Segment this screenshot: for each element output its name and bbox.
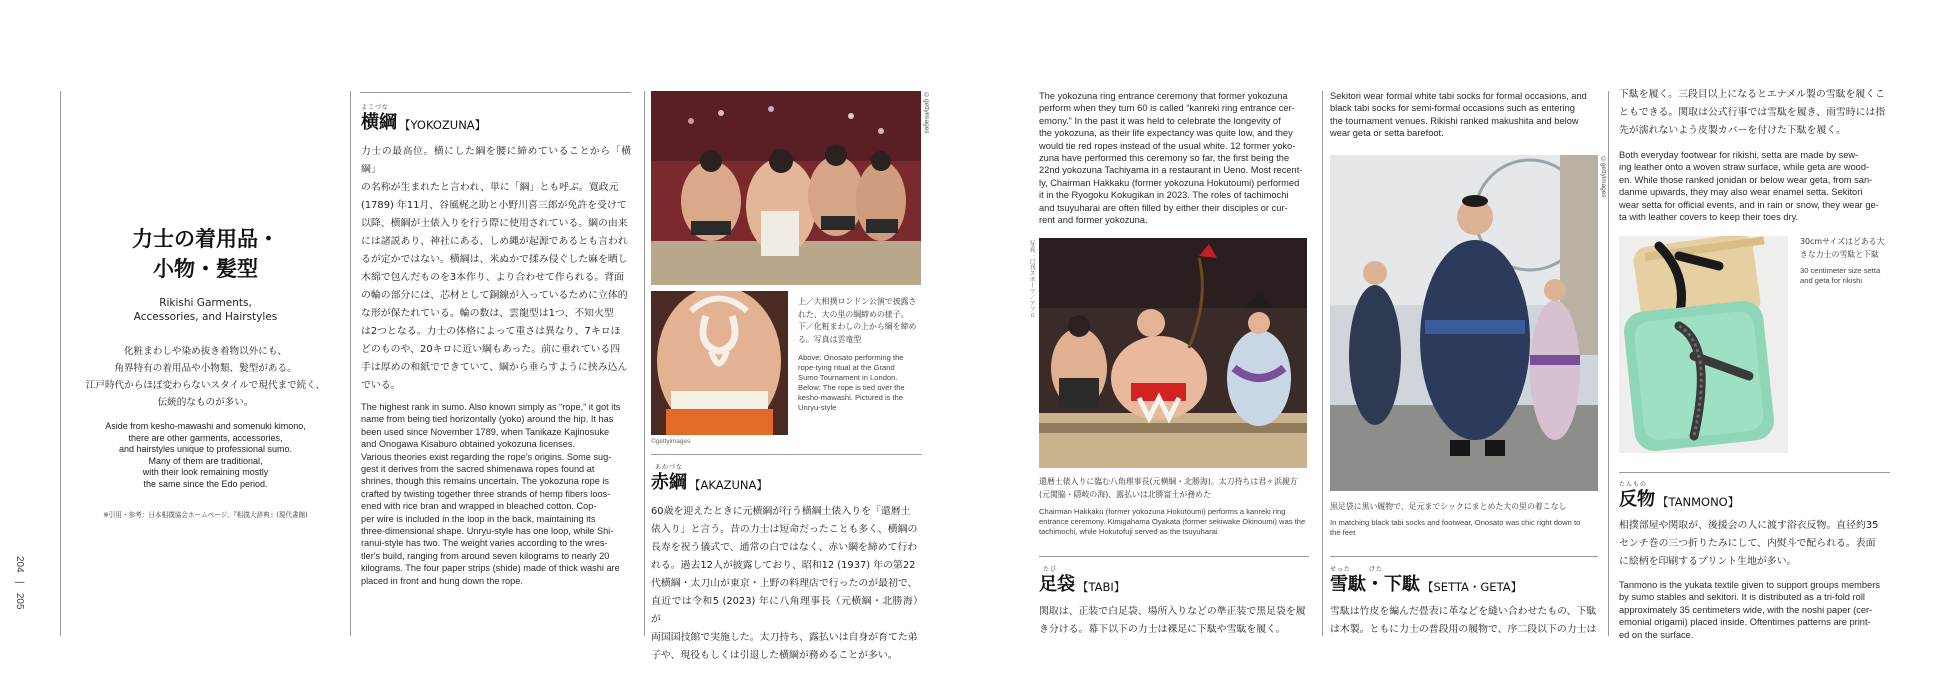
lead-jp-line: 化粧まわしや染め抜き着物以外にも、 <box>123 346 288 357</box>
lead-jp-line: 伝統的なものが多い。 <box>157 397 254 408</box>
caption-en <box>1330 518 1600 538</box>
caption-line: れた、大の里の綱締めの様子。 <box>798 309 909 319</box>
folio-separator: | <box>14 581 25 585</box>
yokozuna-heading <box>361 112 631 134</box>
photo-kanreki-caption <box>1039 476 1311 537</box>
intro-column <box>62 224 349 519</box>
body-line: ly, Chairman Hakkaku (former yokozuna Hokutoumi) performed <box>1039 177 1300 188</box>
setta-body-jp-cont <box>1619 86 1891 140</box>
caption-line: In matching black tabi socks and footwear, Onosato was chic right down to <box>1330 518 1581 527</box>
caption-line: (元関脇・隠岐の海)、露払いは北勝富士が務めた <box>1039 489 1211 499</box>
page-folio <box>14 556 25 610</box>
tabi-title: 足袋 <box>1039 574 1075 595</box>
yokozuna-title: 横綱 <box>361 112 397 133</box>
body-line: 代横綱・太刀山が東京・上野の料理店で行ったのが最初で、 <box>651 578 918 589</box>
body-line: wear geta or setta barefoot. <box>1330 128 1444 139</box>
photo-kanreki-image <box>1039 238 1307 468</box>
caption-line: る。写真は雲竜型 <box>798 334 862 344</box>
yokozuna-section <box>361 104 631 587</box>
section-subtitle-line2: Accessories, and Hairstyles <box>133 311 278 323</box>
caption-line: 30 centimeter size setta <box>1800 266 1881 276</box>
body-line: placed in front and hung down the rope. <box>361 575 523 586</box>
photo-setta-geta-image <box>1619 236 1788 453</box>
margin-line-left <box>60 91 61 636</box>
caption-line: 上／大相撲ロンドン公演で披露さ <box>798 297 917 306</box>
body-line: danme upwards, they may also wear enamel setta. Sekitori <box>1619 187 1863 198</box>
caption-line: Unryu-style <box>798 403 837 413</box>
lead-en-line: the same since the Edo period. <box>143 478 268 489</box>
body-line: 両国国技館で実施した。太刀持ち、露払いは自身が育てた弟 <box>651 632 918 643</box>
lead-jp-line: 角界特有の着用品や小物類、髪型がある。 <box>114 363 297 374</box>
body-line: ranui-style has two. The weight varies according to the wres- <box>361 538 608 549</box>
setta-continued <box>1619 86 1891 223</box>
photo-onosato-caption <box>1330 500 1600 538</box>
body-line: ened with rice bran and wrapped in bleached cotton. Cop- <box>361 501 597 512</box>
body-line: The yokozuna ring entrance ceremony that former yokozuna <box>1039 91 1288 101</box>
page-number-right: 205 <box>14 592 25 610</box>
body-line: and Onogawa Kisaburo obtained yokozuna licenses. <box>361 439 576 450</box>
body-line: には諸説あり、神社にある、しめ縄が起源であるとも言われ <box>361 236 628 247</box>
tanmono-ruby: たんもの <box>1619 481 1648 488</box>
caption-en <box>1800 266 1890 286</box>
body-line: Various theories exist regarding the rope's origins. Some sug- <box>361 451 612 462</box>
body-line: tler's build, ranging from around seven kilograms to nearly 20 <box>361 550 610 561</box>
body-line: は2つとなる。力士の体格によって重さは異なり、7キロほ <box>361 326 621 337</box>
body-line: black tabi socks for semi-formal occasions such as entering <box>1330 103 1575 114</box>
body-line: emonial origami) placed inside. Oftentimes patterns are print- <box>1619 617 1871 628</box>
akazuna-body-jp <box>651 503 923 665</box>
tabi-body-jp <box>1039 603 1311 639</box>
page-number-left: 204 <box>14 556 25 573</box>
body-line: Tanmono is the yukata textile given to support groups members <box>1619 580 1880 590</box>
tanmono-section <box>1619 481 1891 641</box>
setta-ruby-setta: せった <box>1330 566 1351 573</box>
tanmono-body-jp <box>1619 517 1891 571</box>
body-line: Sekitori wear formal white tabi socks for formal occasions, and <box>1330 91 1587 101</box>
tanmono-top-rule <box>1619 472 1890 473</box>
photo-rope-back <box>651 291 788 435</box>
body-line: センチ巻の三つ折りたみにして、内熨斗で配られる。表面 <box>1619 538 1876 549</box>
column-divider-4 <box>1608 91 1609 636</box>
photo-rope-caption <box>798 296 924 413</box>
setta-body-jp <box>1330 603 1600 639</box>
caption-line: Above: Onosato performing the <box>798 353 904 363</box>
lead-en-line: there are other garments, accessories, <box>128 432 283 443</box>
body-line: ing leather onto a woven straw surface, while geta are wood- <box>1619 162 1870 173</box>
body-line: shrines, though this remains uncertain. The yokozuna rope is <box>361 476 610 487</box>
caption-jp <box>1800 236 1890 261</box>
body-line: 下駄を履く。三段目以上になるとエナメル製の雪駄を履くこ <box>1619 89 1886 100</box>
body-line: 相撲部屋や関取が、後援会の人に渡す浴衣反物。直径約35 <box>1619 520 1879 531</box>
caption-line: 下／化粧まわしの上から綱を締め <box>798 322 917 332</box>
caption-line: kesho-mawashi. Pictured is the <box>798 393 904 403</box>
setta-heading <box>1330 574 1600 596</box>
section-subtitle-line1: Rikishi Garments, <box>159 297 252 309</box>
body-line: どのものや、20キロに近い綱もあった。前に垂れている四 <box>361 344 621 355</box>
body-line: 子や、現役もしくは引退した横綱が務めることが多い。 <box>651 650 898 661</box>
lead-en-line: with their look remaining mostly <box>142 467 269 478</box>
body-line: by sumo stables and sekitori. It is distributed as a tri-fold roll <box>1619 592 1865 603</box>
photo-kanreki-ceremony <box>1039 238 1307 468</box>
photo-setta-geta <box>1619 236 1788 453</box>
caption-line: Sumo Tournament in London. <box>798 373 898 383</box>
akazuna-top-rule <box>651 454 922 455</box>
body-line: per wire is included in the loop in the back, maintaining its <box>361 513 596 524</box>
tabi-ruby: たび <box>1043 566 1058 573</box>
body-line: き分ける。幕下以下の力士は裸足に下駄や雪駄を履く。 <box>1039 624 1286 635</box>
photo-credit-4: ©gettyimages <box>1600 156 1607 198</box>
tabi-heading <box>1039 574 1311 596</box>
lead-en-line: Aside from kesho-mawashi and somenuki kimono, <box>105 421 306 431</box>
body-line: and tsuyuharai are often filled by either their disciples or cur- <box>1039 202 1288 213</box>
caption-line: 30cmサイズはどある大 <box>1800 237 1885 246</box>
tanmono-title-en: 【TANMONO】 <box>1657 495 1740 509</box>
body-line: kilograms. The four paper strips (shide) made of thick washi are <box>361 563 620 574</box>
photo-rope-tying-image <box>651 91 921 285</box>
caption-jp <box>1039 476 1311 501</box>
akazuna-body-en <box>1039 90 1311 226</box>
section-title-line2: 小物・髪型 <box>153 257 258 281</box>
caption-line: Chairman Hakkaku (former yokozuna Hokutoumi) performs a kanreki ring <box>1039 507 1286 517</box>
body-line: 22nd yokozuna Tachiyama in a restaurant in Ueno. Most recent- <box>1039 165 1303 176</box>
akazuna-heading <box>651 472 923 494</box>
akazuna-title: 赤綱 <box>651 472 687 493</box>
body-line: 長寿を祝う儀式で、通常の白ではなく、赤い綱を締めて行わ <box>651 542 918 553</box>
setta-body-en <box>1619 149 1891 223</box>
photo-onosato-footwear <box>1330 155 1598 491</box>
tabi-section <box>1039 566 1311 639</box>
caption-line: and geta for rikishi <box>1800 276 1863 286</box>
body-line: ta with leather covers to keep their toes dry. <box>1619 212 1799 223</box>
body-line: it in the Ryogoku Kokugikan in 2023. The roles of tachimochi <box>1039 190 1289 201</box>
setta-title-en: 【SETTA・GETA】 <box>1422 580 1523 594</box>
body-line: の輪の部分には、芯材として銅線が入っているために立体的 <box>361 290 628 301</box>
body-line: 雪駄は竹皮を編んだ畳表に革などを縫い合わせたもの、下駄 <box>1330 606 1597 617</box>
body-line: wear setta for official events, and in rain or snow, they wear ge- <box>1619 199 1879 210</box>
yokozuna-body-jp <box>361 143 631 395</box>
tanmono-heading <box>1619 489 1891 511</box>
yokozuna-top-rule <box>360 92 631 93</box>
tabi-body-en <box>1330 90 1600 140</box>
tabi-title-en: 【TABI】 <box>1077 580 1126 594</box>
body-line: 直近では令和5 (2023) 年に八角理事長（元横綱・北勝海）が <box>651 596 923 625</box>
tanmono-body-en <box>1619 579 1891 641</box>
section-title-line1: 力士の着用品・ <box>132 227 279 251</box>
photo-rope-back-image <box>651 291 788 435</box>
lead-jp-line: 江戸時代からほぼ変わらないスタイルで現代まで続く、 <box>85 380 326 391</box>
body-line: れる。過去12人が披露しており、昭和12 (1937) 年の第22 <box>651 560 916 571</box>
tabi-top-rule <box>1039 556 1309 557</box>
caption-line: the feet <box>1330 528 1356 537</box>
body-line: would tie red ropes instead of the usual white. 12 former yoko- <box>1039 140 1296 151</box>
body-line: been used since November 1789, when Tanikaze Kajinosuke <box>361 426 610 437</box>
akazuna-ruby: あかづな <box>655 464 684 471</box>
body-line: Both everyday footwear for rikishi, setta are made by sew- <box>1619 150 1859 160</box>
setta-top-rule <box>1330 556 1598 557</box>
body-line: 先が濡れないよう皮製カバーを付けた下駄を履く。 <box>1619 125 1846 136</box>
body-line: ともできる。関取は公式行事では雪駄を履き、雨雪時には指 <box>1619 107 1886 118</box>
body-line: 俵入り」と言う。昔の力士は短命だったことも多く、横綱の <box>651 524 918 535</box>
body-line: crafted by twisting together three strands of hemp fibers loos- <box>361 488 611 499</box>
body-line: perform when they turn 60 is called “kanreki ring entrance cer- <box>1039 103 1295 114</box>
caption-line: 還暦土俵入りに臨む八角理事長(元横綱・北勝海)。太刀持ちは君ヶ浜親方 <box>1039 477 1298 486</box>
body-line: 60歳を迎えたときに元横綱が行う横綱土俵入りを「還暦土 <box>651 506 911 517</box>
akazuna-section <box>651 464 923 665</box>
body-line: the tournament venues. Rikishi ranked makushita and below <box>1330 115 1579 126</box>
setta-ruby <box>1330 566 1600 574</box>
column-divider-2 <box>644 91 645 636</box>
body-line: は木製。ともに力士の普段用の履物で、序二段以下の力士は <box>1330 624 1597 635</box>
body-line: な形が保たれている。輪の数は、雲龍型は1つ、不知火型 <box>361 308 614 319</box>
setta-title: 雪駄・下駄 <box>1330 574 1420 595</box>
body-line: に絵柄を印刷するプリント生地が多い。 <box>1619 556 1797 567</box>
photo-credit-3: 写真：日刊スポーツ／アフロ <box>1028 240 1034 318</box>
tanmono-title: 反物 <box>1619 489 1655 510</box>
body-line: gest it derives from the sacred shimenawa ropes found at <box>361 464 595 475</box>
column-divider-3 <box>1322 91 1323 636</box>
caption-en <box>798 353 924 413</box>
body-line: でいる。 <box>361 380 401 391</box>
yokozuna-title-en: 【YOKOZUNA】 <box>399 118 487 132</box>
akazuna-title-en: 【AKAZUNA】 <box>689 478 768 492</box>
photo-onosato-image <box>1330 155 1598 491</box>
body-line: zuna have performed this ceremony so far, the first being the <box>1039 153 1290 164</box>
body-line: the yokozuna, as their life expectancy was quite low, and they <box>1039 128 1293 139</box>
lead-en-line: and hairstyles unique to professional sumo. <box>118 444 293 455</box>
body-line: の名称が生まれたと言われ、単に「綱」とも呼ぶ。寛政元 <box>361 182 619 193</box>
caption-line: きな力士の雪駄と下駄 <box>1800 249 1879 259</box>
column-divider-1 <box>350 91 351 636</box>
lead-en-line: Many of them are traditional, <box>148 455 263 466</box>
caption-en <box>1039 507 1311 537</box>
lead-en <box>62 421 349 491</box>
body-line: three-dimensional shape. Unryu-style has one loop, while Shi- <box>361 526 614 537</box>
source-note: ※引用・参考：日本相撲協会ホームページ、『相撲大辞典』(現代書館) <box>103 510 308 519</box>
caption-line: Below: The rope is tied over the <box>798 383 905 393</box>
caption-jp: 黒足袋に黒い履物で、足元までシックにまとめた大の里の着こなし <box>1330 502 1567 511</box>
body-line: name from being tied horizontally (yoko) around the hip. It has <box>361 414 614 425</box>
lead-jp <box>62 343 349 411</box>
body-line: approximately 35 centimeters wide, with the noshi paper (cer- <box>1619 604 1873 615</box>
section-title <box>62 224 349 284</box>
body-line: 手は厚めの和紙でできていて、綱から垂らすように挟み込ん <box>361 362 628 373</box>
body-line: 力士の最高位。横にした綱を腰に締めていることから「横綱」 <box>361 146 631 175</box>
body-line: emony.” In the past it was held to celebrate the longevity of <box>1039 115 1281 126</box>
caption-line: entrance ceremony. Kimigahama Oyakata (former sekiwake Okinoumi) was the <box>1039 517 1306 527</box>
caption-jp <box>798 296 924 346</box>
photo-credit-2: ©gettyimages <box>651 438 691 445</box>
body-line: 以降、横綱が土俵入りを行う際に使用されている。綱の由来 <box>361 218 628 229</box>
caption-line: tachimochi, while Hokutofuji served as the tsuyuharai <box>1039 527 1218 537</box>
yokozuna-ruby: よこづな <box>361 104 389 111</box>
photo-rope-tying <box>651 91 921 285</box>
body-line: rent and former yokozuna. <box>1039 215 1148 226</box>
body-line: (1789) 年11月、谷風梶之助と小野川喜三郎が免許を受けて <box>361 200 627 211</box>
photo-credit-1: ©gettyimages <box>923 92 930 134</box>
section-subtitle <box>62 296 349 324</box>
body-line: 関取は、正装で白足袋、場所入りなどの準正装で黒足袋を履 <box>1039 606 1306 617</box>
body-line: The highest rank in sumo. Also known simply as “rope,” it got its <box>361 402 621 412</box>
setta-section <box>1330 566 1600 639</box>
body-line: るが定かではない。横綱は、米ぬかで揉み侵ぐした麻を晒し <box>361 254 628 265</box>
setta-ruby-geta: げた <box>1368 566 1383 573</box>
body-line: ed on the surface. <box>1619 629 1694 640</box>
body-line: 木綿で包んだものを3本作り、より合わせて作られる。背面 <box>361 272 625 283</box>
yokozuna-body-en <box>361 401 631 587</box>
caption-line: rope-tying ritual at the Grand <box>798 363 895 373</box>
photo-setta-geta-caption <box>1800 236 1890 286</box>
body-line: en. While those ranked jonidan or below wear geta, from san- <box>1619 174 1873 185</box>
